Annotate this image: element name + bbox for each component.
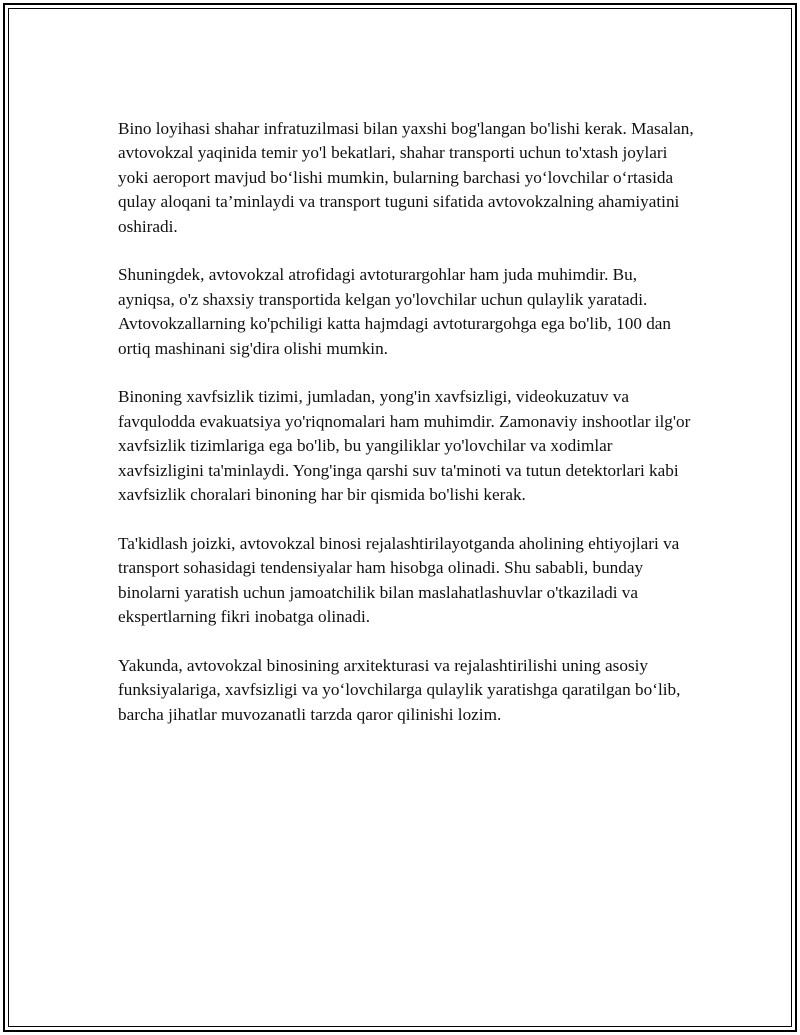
document-body	[118, 117, 698, 751]
paragraph-3: Binoning xavfsizlik tizimi, jumladan, yong'in xavfsizligi, videokuzatuv va favqulodda evakuatsiya yo'riqnomalari ham muhimdir. Zamonaviy inshootlar ilg'or xavfsizlik tizimlariga ega bo'lib, bu yangiliklar yo'lovchilar va xodimlar xavfsizligini ta'minlaydi. Yong'inga qarshi suv ta'minoti va tutun detektorlari kabi xavfsizlik choralari binoning har bir qismida bo'lishi kerak.	[118, 387, 691, 505]
paragraph-5: Yakunda, avtovokzal binosining arxitekturasi va rejalashtirilishi uning asosiy funksiyalariga, xavfsizligi va yo‘lovchilarga qulaylik yaratishga qaratilgan bo‘lib, barcha jihatlar muvozanatli tarzda qaror qilinishi lozim.	[118, 655, 681, 724]
paragraph-4: Ta'kidlash joizki, avtovokzal binosi rejalashtirilayotganda aholining ehtiyojlari va transport sohasidagi tendensiyalar ham hisobga olinadi. Shu sababli, bunday binolarni yaratish uchun jamoatchilik bilan maslahatlashuvlar o'tkaziladi va ekspertlarning fikri inobatga olinadi.	[118, 533, 680, 627]
paragraph-2: Shuningdek, avtovokzal atrofidagi avtoturargohlar ham juda muhimdir. Bu, ayniqsa, o'z shaxsiy transportida kelgan yo'lovchilar uchun qulaylik yaratadi. Avtovokzallarning ko'pchiligi katta hajmdagi avtoturargohga ega bo'lib, 100 dan ortiq mashinani sig'dira olishi mumkin.	[118, 265, 672, 358]
paragraph-1: Bino loyihasi shahar infratuzilmasi bilan yaxshi bog'langan bo'lishi kerak. Masalan, avtovokzal yaqinida temir yo'l bekatlari, shahar transporti uchun to'xtash joylari yoki aeroport mavjud bo‘lishi mumkin, bularning barchasi yo‘lovchilar o‘rtasida qulay aloqani ta’minlaydi va transport tuguni sifatida avtovokzalning ahamiyatini oshiradi.	[118, 119, 694, 236]
